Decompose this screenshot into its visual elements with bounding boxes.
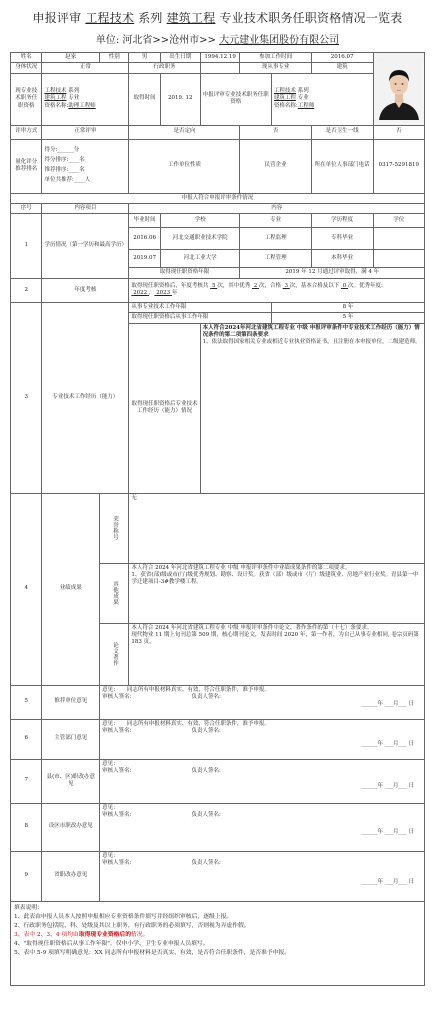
quant-scores: 得分:______分 得分排序:____名 推荐排序:____名 单位共推荐:____人 <box>42 139 129 193</box>
edu-header-grad: 毕业时间 <box>129 214 160 228</box>
honor-label-cell <box>100 493 129 563</box>
edu-header-major: 专业 <box>240 214 311 228</box>
paper-value: 本人符合 2024 年河北省建筑工程专业 中级 申报评审条件中论文、著作条件的第（十七）条要求。 现代物业 11 期上旬刊总第 509 期，核心期刊论文，发表时间 2020 年，第一作者，为自己从事专业相同, 卷宗页码第 183 页。 <box>129 623 425 685</box>
col-item: 内容项目 <box>42 203 129 213</box>
obtain-time-label: 取得时间 <box>129 73 160 125</box>
exp-years-value: 8 年 <box>271 302 424 312</box>
exp-no: 3 <box>11 302 42 493</box>
unit-company: 大元建业集团股份有限公司 <box>219 35 340 47</box>
edu-header-level: 学历程度 <box>311 214 373 228</box>
unit-line <box>10 34 425 48</box>
col-content: 内容 <box>129 203 425 213</box>
admin-value <box>200 63 240 73</box>
main-table <box>10 52 425 986</box>
health-value: 正常 <box>42 63 129 73</box>
name-label: 姓名 <box>11 52 42 62</box>
opinion-label: 省职改办意见 <box>42 851 100 901</box>
photo-cell <box>373 52 424 125</box>
apply-qual-label: 申报评审专业技术职务任职资格 <box>200 73 271 125</box>
sex-label: 性别 <box>100 52 129 62</box>
directed-label: 是否定向 <box>129 125 240 139</box>
unit-nature-label: 工作单位性质 <box>129 139 240 193</box>
current-major-value: 建筑 <box>311 63 373 73</box>
birth-label: 出生日期 <box>160 52 200 62</box>
edu-header-school: 学校 <box>160 214 240 228</box>
ach-no: 4 <box>11 493 42 685</box>
exp-detail-label: 取得现任职资格后专业技术工作经历（能力）情况 <box>129 323 200 493</box>
other-value: 本人符合 2024 年河北省建筑工程专业 中级 申报评审条件中业绩成果条件的第二项要求。 1、获省(部)级或市(厅)级优秀规划、勘察、设计奖。获省（部）级或市（厅）级建筑业、房地产业行业奖。青县第一中学迁建项目-3#教学楼工程。 <box>129 563 425 623</box>
opinion-row: 8 设区市职改办意见 意见： 审核人签名: 负责人签名: ______年 ___月___ 日 <box>11 803 425 851</box>
other-label-cell <box>100 563 129 623</box>
edu-no: 1 <box>11 214 42 278</box>
fill-instructions: 填表说明： 1、此表由申报人员本人按照申报相应专业资格条件填写并经组织审核后，逐级上报。 2、行政职务包括院、科、处级及其以上职务，有行政职务的必须填写，否则视为弄虚作假。 3、表中 2、3、4 项均由取得现专业资格后的情况。 4、"取得现任职资格后从事工作年限"，仅申小学、卫生专业申报人员填写。 5、表中 5-9 项填写明确意见：XX 同志所有申报材料是否真实、有效，是否符合任职条件，是否准予申报。 <box>11 901 425 985</box>
directed-value: 否 <box>240 125 311 139</box>
edu-label: 学历情况（第一学历和最高学历） <box>42 214 129 278</box>
current-qual-label: 现专业技术职务任职资格 <box>11 73 42 125</box>
obtain-time-value: 2019. 12 <box>160 73 200 125</box>
title-profession: 建筑工程 <box>166 11 216 25</box>
health-frontline-value: 否 <box>373 125 424 139</box>
opinion-label: 县(市、区)职改办意见 <box>42 759 100 803</box>
work-label: 参加工作时间 <box>240 52 311 62</box>
honor-value: 无 <box>129 493 425 563</box>
quant-label: 量化评分推荐排名 <box>11 139 42 193</box>
hr-phone-value: 0317-5291819 <box>373 139 424 193</box>
title-series: 工程技术 <box>85 11 135 25</box>
unit-location: 河北省>>沧州市>> <box>122 35 216 47</box>
table-row: 2016.06 河北交通职业技术学院 工程监理 专科毕业 <box>11 228 425 250</box>
opinion-label: 主管部门意见 <box>42 719 100 759</box>
unit-nature-value: 民营企业 <box>240 139 311 193</box>
qual-years-label: 取得现任职资格年限 <box>129 268 240 278</box>
exp-after-value: 5 年 <box>271 313 424 323</box>
qual-years-value: 2019 年 12 月通过评审取得，满 4 年 <box>240 268 425 278</box>
opinion-label: 推荐单位意见 <box>42 685 100 719</box>
hr-phone-label: 所在单位人事部门电话 <box>311 139 373 193</box>
admin-label: 行政职务 <box>129 63 200 73</box>
opinion-row: 9 省职改办意见 意见： 审核人签名: 负责人签名: ______年 ___月___ 日 <box>11 851 425 901</box>
paper-label: 论文著作 <box>111 642 118 667</box>
conditions-header: 申报人符合申报评审条件情况 <box>11 193 425 203</box>
health-label: 身体状况 <box>11 63 42 73</box>
title-suffix: 专业技术职务任职资格情况一览表 <box>219 11 403 25</box>
health-frontline-label: 是否卫生一线 <box>311 125 373 139</box>
exp-label: 专业技术工作经历（能力） <box>42 302 129 493</box>
assess-no: 2 <box>11 278 42 302</box>
honor-label: 荣誉称号 <box>111 516 118 541</box>
name-value: 赵家 <box>42 52 100 62</box>
opinion-row: 7 县(市、区)职改办意见 意见： 审核人签名: 负责人签名: ______年 ___月___ 日 <box>11 759 425 803</box>
col-no: 序号 <box>11 203 42 213</box>
sex-value: 男 <box>129 52 160 62</box>
title-prefix: 申报评审 <box>32 11 82 25</box>
review-method-value: 正常评审 <box>42 125 129 139</box>
exp-detail-value: 本人符合2024年河北省建筑工程专业 中级 申报评审条件中专业技术工作经历（能力）情况条件的第二项第四条要求 1、依法取得国家相关专业或相近专业执业资格证书，且注册在本申报单位，二级建造师。 <box>200 323 424 493</box>
edu-header-degree: 学位 <box>373 214 424 228</box>
paper-label-cell <box>100 623 129 685</box>
exp-years-label: 从事专业技术工作年限 <box>129 302 272 312</box>
unit-label: 单位: <box>95 35 120 47</box>
table-row: 2019.07 河北工业大学 工程管理 本科毕业 <box>11 250 425 268</box>
current-qual-value: 工程技术 系列 建筑工程 专业 资格名称:助理工程师 <box>42 73 129 125</box>
assess-text: 取得现任职资格后，年度考核共 5 次，其中优秀 2 次，合格 3 次，基本合格及以下 0 次。优秀年度: 2022 ， 2023 年 <box>129 278 425 302</box>
page-title <box>10 10 425 26</box>
other-label: 其他成果 <box>111 581 118 606</box>
ach-label: 业绩成果 <box>42 493 100 685</box>
exp-after-label: 取得现任职资格后从事工作年限 <box>129 313 272 323</box>
opinion-row: 5 推荐单位意见 意见： 同志所有申报材料真实、有效，符合任职条件，准予申报。 审核人签名: 负责人签名: ______年 ___月___ 日 <box>11 685 425 719</box>
title-mid: 系列 <box>138 11 163 25</box>
notes-title: 填表说明： <box>14 904 43 911</box>
assess-label: 年度考核 <box>42 278 129 302</box>
person-photo <box>377 58 421 120</box>
opinion-label: 设区市职改办意见 <box>42 803 100 851</box>
work-value: 2016.07 <box>311 52 373 62</box>
current-major-label: 现从事专业 <box>240 63 311 73</box>
apply-qual-value: 工程技术 系列 建筑工程 专业 资格名称:工程师 <box>271 73 373 125</box>
opinion-row: 6 主管部门意见 意见： 同志所有申报材料真实、有效，符合任职条件，准予申报。 审核人签名: 负责人签名: ______年 ___月___ 日 <box>11 719 425 759</box>
birth-value: 1994.12.19 <box>200 52 240 62</box>
review-method-label: 评审方式 <box>11 125 42 139</box>
